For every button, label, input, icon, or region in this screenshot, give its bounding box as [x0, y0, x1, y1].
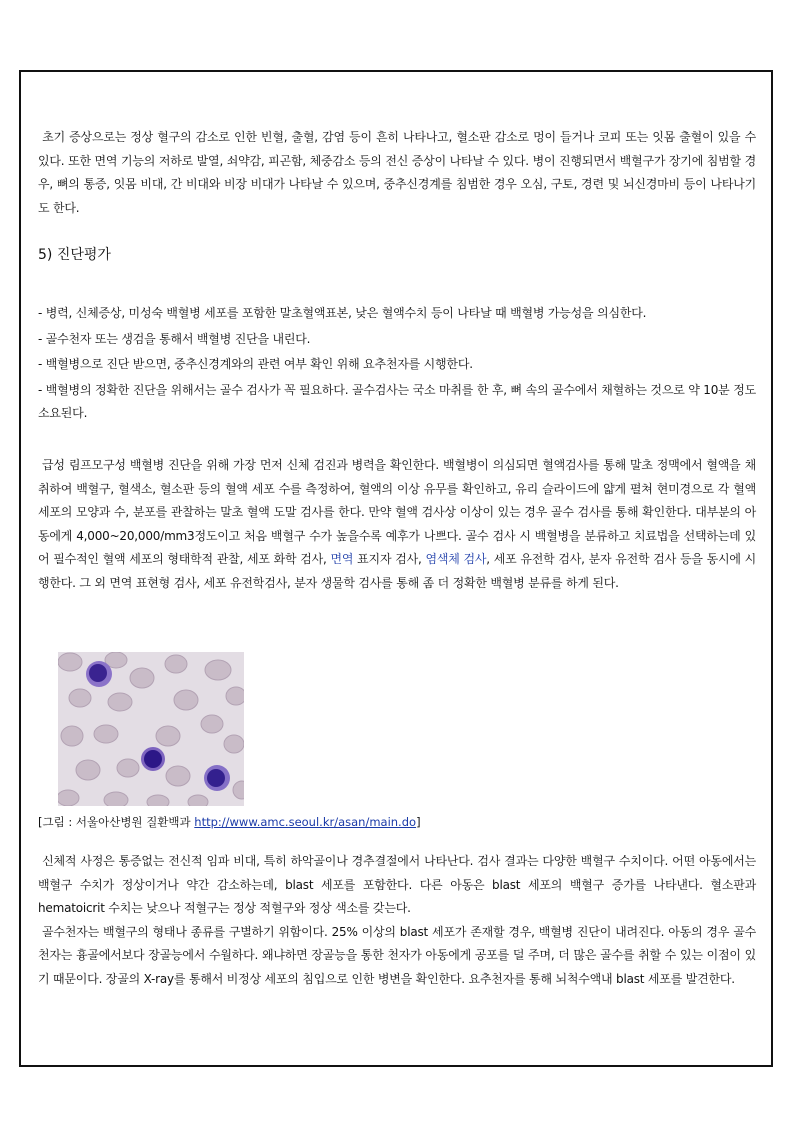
paragraph-assessment	[38, 850, 756, 991]
leukocyte	[86, 661, 112, 687]
section-heading: 5) 진단평가	[38, 247, 111, 263]
paragraph-text: 초기 증상으로는 정상 혈구의 감소로 인한 빈혈, 출혈, 감염 등이 흔히 나타나고, 혈소판 감소로 멍이 들거나 코피 또는 잇몸 출혈이 있을 수 있다. 또한 면역 기능의 저하로 발열, 쇠약감, 피곤함, 체중감소 등의 전신 증상이 나타날 수 있다. 병이 진행되면서 백혈구가 장기에 침범할 경우, 뼈의 통증, 잇몸 비대, 간 비대와 비장 비대가 나타날 수 있으며, 중추신경계를 침범한 경우 오심, 구토, 경련 및 뇌신경마비 등이 나타나기도 한다.	[38, 130, 756, 215]
chromosome-test-link[interactable]: 염색체 검사	[425, 552, 487, 566]
paragraph-initial-symptoms	[38, 126, 756, 220]
caption-suffix: ]	[416, 815, 421, 829]
paragraph-text: , 세포 유전학 검사, 분자 유전학 검사 등을 동시에 시행한다. 그 외 면역 표현형 검사, 세포 유전학검사, 분자 생물학 검사를 통해 좀 더 정확한 백혈병 분류를 하게 된다.	[38, 552, 756, 590]
list-item: - 골수천자 또는 생검을 통해서 백혈병 진단을 내린다.	[38, 331, 311, 346]
leukocyte	[141, 747, 165, 771]
caption-prefix: [그림 : 서울아산병원 질환백과	[38, 815, 195, 829]
blood-smear-image	[58, 652, 244, 806]
paragraph-text: 골수천자는 백혈구의 형태나 종류를 구별하기 위함이다. 25% 이상의 blast 세포가 존재할 경우, 백혈병 진단이 내려진다. 아동의 경우 골수천자는 흉골에서보다 장골능에서 수월하다. 왜냐하면 장골능을 통한 천자가 아동에게 공포를 덜 주며, 더 많은 골수를 취할 수 있는 이점이 있기 때문이다. 장골의 X-ray를 통해서 비정상 세포의 침입으로 인한 병변을 확인한다. 요추천자를 통해 뇌척수액내 blast 세포를 발견한다.	[38, 924, 756, 986]
figure-caption	[38, 814, 421, 830]
source-link[interactable]: http://www.amc.seoul.kr/asan/main.do	[194, 815, 417, 829]
diagnosis-list	[38, 302, 756, 428]
paragraph-text: 신체적 사정은 통증없는 전신적 임파 비대, 특히 하악골이나 경추결절에서 나타난다. 검사 결과는 다양한 백혈구 수치이다. 어떤 아동에서는 백혈구 수치가 정상이거나 약간 감소하는데, blast 세포를 포함한다. 다른 아동은 blast 세포의 백혈구 증가를 나타낸다. 혈소판과 hematoicrit 수치는 낮으나 적혈구는 정상 적혈구와 정상 색소를 갖는다.	[38, 854, 756, 915]
paragraph-text: 급성 림프모구성 백혈병 진단을 위해 가장 먼저 신체 검진과 병력을 확인한다. 백혈병이 의심되면 혈액검사를 통해 말초 정맥에서 혈액을 채취하여 백혈구, 혈색소, 혈소판 등의 혈액 세포 수를 측정하여, 혈액의 이상 유무를 확인하고, 유리 슬라이드에 얇게 펼쳐 현미경으로 각 혈액 세포의 모양과 수, 분포를 관찰하는 말초 혈액 도말 검사를 한다. 만약 혈액 검사상 이상이 있는 경우 골수 검사를 통해 확인한다. 대부분의 아동에게 4,000~20,000/mm3정도이고 처음 백혈구 수가 높을수록 예후가 나쁘다. 골수 검사 시 백혈병을 분류하고 치료법을 선택하는데 있어 필수적인 혈액 세포의 형태학적 관찰, 세포 화학 검사,	[38, 458, 756, 566]
list-item: - 백혈병으로 진단 받으면, 중추신경계와의 관련 여부 확인 위해 요추천자를 시행한다.	[38, 357, 473, 371]
list-item: - 병력, 신체증상, 미성숙 백혈병 세포를 포함한 말초혈액표본, 낮은 혈액수치 등이 나타날 때 백혈병 가능성을 의심한다.	[38, 306, 647, 320]
immune-link[interactable]: 면역	[330, 552, 354, 566]
paragraph-text: 표지자 검사,	[353, 552, 426, 566]
list-item: - 백혈병의 정확한 진단을 위해서는 골수 검사가 꼭 필요하다. 골수검사는 국소 마취를 한 후, 뼈 속의 골수에서 채혈하는 것으로 약 10분 정도 소요된다.	[38, 382, 756, 420]
leukocyte	[204, 765, 230, 791]
paragraph-diagnosis	[38, 454, 756, 595]
